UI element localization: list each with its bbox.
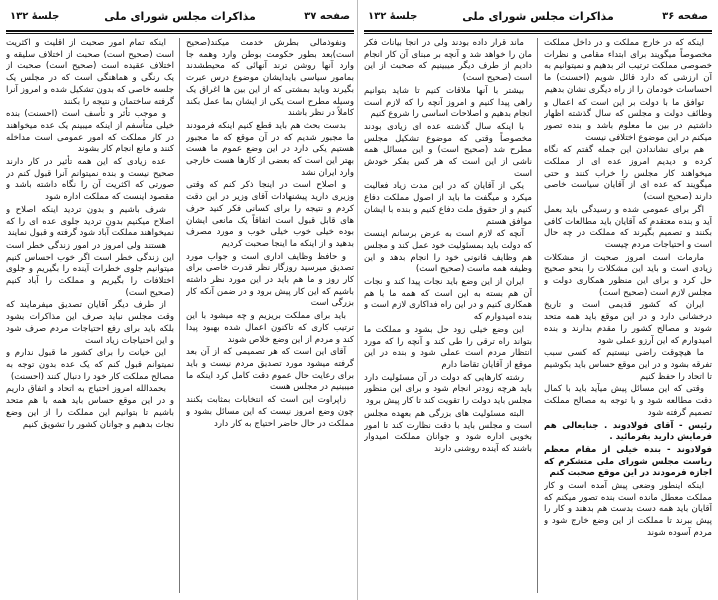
paragraph: هستند ولی امروز در امور زندگی خطر است این زندگی خطر است اگر خوب احساس کنیم میتوانیم جلوی خطرات آینده را بگیریم و جلوی اختلافات را بگیریم و مملکت را آباد کنیم (صحیح است) <box>6 240 174 298</box>
speaker-line: رئیس - آقای فولادوند . جنابعالی هم فرمایش دارید بفرمائید . <box>544 420 712 443</box>
paragraph: مارمات است امروز صحبت از مشکلات زیادی است و باید این مشکلات را بنحو صحیح حل کرد و برای این منظور همکاری دولت و مجلس لازم است (صحیح است) <box>544 252 712 298</box>
paragraph: و حافظ وظایف اداری است و جواب مورد تصدیق میرسید روزگار نظر قدرت خاصی برای کار روز و ما هم باید در این مورد نظر داشته باشیم که این کار پیش برود و در ضمن آنکه کار بزرگی است <box>186 251 354 309</box>
session-number: جلسهٔ ۱۳۲ <box>10 11 60 22</box>
paragraph: یکی از آقایان که در این مدت زیاد فعالیت میکرد و میگفت ما باید از اصول مملکت دفاع کنیم و از حقوق ملت دفاع کنیم و بنده با ایشان موافق هستم <box>364 181 532 227</box>
paragraph: رشته کارهایی که دولت در آن مسئولیت دارد باید هرچه زودتر انجام شود و برای این منظور مجلس باید دولت را تقویت کند تا کار پیش برود <box>364 372 532 407</box>
paragraph: بیشتر با آنها ملاقات کنیم تا شاید بتوانیم راهی پیدا کنیم و امروز آنچه را که لازم است انجام بدهیم و اصلاحات اساسی را شروع کنیم <box>364 85 532 120</box>
header-rule-thin <box>6 33 354 34</box>
paragraph: این خیانت را برای کشور ما قبول ندارم و نمیتوانم قبول کنم که یک عده بدون توجه به مصالح مملکت کار خود را دنبال کنند (احسنت) <box>6 348 174 382</box>
page-number: صفحه ۳۶ <box>662 11 708 22</box>
paragraph: ایران از این وضع باید نجات پیدا کند و نجات آن هم بسته به این است که همه ما با هم همکاری کنیم و در این راه فداکاری لازم است و بنده امیدوارم که <box>364 277 532 323</box>
session-number: جلسهٔ ۱۳۲ <box>368 11 418 22</box>
page-title: مذاکرات مجلس شورای ملی <box>462 10 614 23</box>
paragraph: ماند قرار داده بودند ولی در آنجا بیانات فکر مان را خواهد شد و آنچه بر مبنای آن کار انجام دادیم از طرف دیگر میبینیم که صحبت از این است (صحیح است) <box>364 38 532 84</box>
paragraph: و اصلاح است در اینجا ذکر کنم که وقتی وزیری دارید پیشنهادات آقای وزیر در این دقت کردم و نتیجه را برای کسانی فکر کنید حرف های قابل قبول است اتفاقاً یک مانعی ایشان بوده خیلی خوب خیلی خوب و مورد مصرف بدهید و از اینکه ما اینجا صحبت کردیم <box>186 180 354 249</box>
left-page <box>6 6 354 594</box>
left-column <box>364 38 532 593</box>
paragraph: با اینکه سال گذشته عده ای زیادی بودند مخصوصاً وقتی که موضوع تشکیل مجلس مطرح شد (صحیح است) و این مسائل همه ناشی از این است که هر کس بفکر خودش است <box>364 121 532 179</box>
right-column <box>544 38 712 593</box>
right-column <box>186 38 354 593</box>
paragraph: زاپراوت این است که انتخابات بمثابت بکنند چون وضع امروز نیست که این مسائل بشود و مملکت در حال حاضر احتیاج به کار دارد <box>186 395 354 429</box>
page-number: صفحه ۳۷ <box>304 11 350 22</box>
paragraph: توافق ما با دولت بر این است که اعمال و وظائف دولت و مجلس که سال گذشته اظهار داشتیم در بین ما معلوم باشد و بنده تصور میکنم در این موضوع اختلافی نیست <box>544 97 712 143</box>
paragraph: باید برای مملکت بریزیم و چه میشود با این ترتیب کاری که تاکنون اعمال شده بهبود پیدا کند و مردم از این وضع خلاص شوند <box>186 311 354 345</box>
paragraph: وقتی که این مسائل پیش میآید باید با کمال دقت مطالعه شود و با توجه به مصالح مملکت تصمیم گرفته شود <box>544 384 712 418</box>
paragraph: اینکه که در خارج مملکت و در داخل مملکت مخصوصاً میگویند برای ابتداء مقامی و نظرات خصوصی مملکت ترتیب اثر بدهیم و نمیتوانیم به آن ارزشی که دارد قائل شویم (احسنت) ما احساسات خودمان را از راه دیگری نشان بدهیم <box>544 38 712 95</box>
book-gutter <box>357 0 358 600</box>
paragraph: شرف باشیم و بدون تردید اینکه اصلاح و اصلاح میکنیم بدون تردید جلوی عده ای را که نمیخواهند مملکت آباد شود گرفته و قبول نمایند <box>6 204 174 239</box>
speaker-line: فولادوند - بنده خیلی از مقام معظم ریاست مجلس شورای ملی متشکرم که اجازه فرمودند در این موقع صحبت کنم <box>544 444 712 479</box>
header-rule-thin <box>364 33 712 34</box>
right-page <box>364 6 712 594</box>
paragraph: اینکه اینطور وضعی پیش آمده است و کار مملکت معطل مانده است بنده تصور میکنم که آقایان باید همه دست بدست هم بدهند و کار را پیش ببرند تا مملکت از این وضع خارج شود و مردم آسوده شوند <box>544 481 712 538</box>
columns <box>364 38 712 593</box>
left-column <box>6 38 174 593</box>
header-rule <box>6 30 354 32</box>
paragraph: ونفوذمالی بطرش خدمت میکند(صحیح است)بعد بطور حکومت بوطن وارد وهمه جا وارد آنها روشن ترند آنهائی که محیطشدند بمامور سیاسی بایدایشان موضوع درس عبرت بگیرند وباید بمشتی که از این بین ها اغراق یک وسیله مطرح است یکی از ایشان بما عمل بکند کاملاً در نظر باشند <box>186 38 354 119</box>
paragraph: ایران که کشور قدیمی است و تاریخ درخشانی دارد و در این موقع باید همه متحد شوند و مصالح کشور را مقدم بدارند و بنده امیدوارم که این آرزو عملی شود <box>544 300 712 346</box>
page-title: مذاکرات مجلس شورای ملی <box>104 10 256 23</box>
paragraph: ما هیچوقت راضی نیستیم که کسی سبب تفرقه بشود و در این موقع حساس باید بکوشیم تا اتحاد را حفظ کنیم <box>544 348 712 382</box>
paragraph: آقای این است که هر تصمیمی که از آن بعد گرفته میشود مورد تصدیق مردم نیست و باید برای رعایت حال عموم دقت کامل کرد اینکه ما میبینیم در مجلس هست <box>186 347 354 393</box>
paragraph: البته مسئولیت های بزرگی هم بعهده مجلس است و مجلس باید با دقت نظارت کند تا امور بخوبی اداره شود و جوانان مملکت امیدوار باشند که آینده روشنی دارند <box>364 408 532 454</box>
paragraph: و موجب تأثر و تأسف است (احسنت) بنده خیلی متأسفم از اینکه میبینم یک عده میخواهند در کار مملکت که امور عمومی است مداخله کنند و مانع انجام کار بشوند <box>6 109 174 155</box>
paragraph: آنچه که لازم است به عرض برسانم اینست که دولت باید بمسئولیت خود عمل کند و مجلس هم وظایف قانونی خود را انجام بدهد و این وظیفه همه ماست (صحیح است) <box>364 229 532 275</box>
paragraph: عده زیادی که این همه تأثیر در کار دارند صحیح نیست و بنده نمیتوانم آنرا قبول کنم در صورتی که اکثریت آن را نگاه داشته باشد و مقصود اینست که مملکت اداره شود <box>6 157 174 203</box>
column-divider <box>179 38 180 593</box>
columns <box>6 38 354 593</box>
page-header <box>6 6 354 30</box>
paragraph: از طرف دیگر آقایان تصدیق میفرمایند که وقت مجلس نباید صرف این مذاکرات بشود بلکه باید برای رفع احتیاجات مردم صرف شود و این احتیاجات زیاد است <box>6 300 174 346</box>
column-divider <box>537 38 538 593</box>
page-header <box>364 6 712 30</box>
paragraph: اینکه تمام امور صحبت از اقلیت و اکثریت است (صحیح است) صحبت از اختلاف سلیقه و اختلاف عقیده است (صحیح است) صحبت از یک رنگی و هماهنگی است که در مجلس یک جلسه خاصی که بدون تشکیل شده و امروز آنرا گرفته ساختمان و نتیجه را بکنند <box>6 38 174 107</box>
paragraph: هم برای نشاندادن این جمله گفتم که نگاه کرده و دیدیم امروز عده ای از مملکت میخواهند کار مجلس را خراب کنند و حتی میگویند که عده ای از آقایان سیاست خاصی دارند (صحیح است) <box>544 145 712 203</box>
header-rule <box>364 30 712 32</box>
paragraph: اگر برای عمومی شده و رسیدگی باید بعمل آید و بنده معتقدم که آقایان باید مطالعات کافی بکنند و تصمیم بگیرند که مملکت در چه حال است و احتیاجات مردم چیست <box>544 204 712 250</box>
paragraph: بحمدالله امروز احتیاج به اتحاد و اتفاق داریم و در این موقع حساس باید همه با هم متحد باشیم تا بتوانیم این مملکت را از این وضع نجات بدهیم و جوانان کشور را تشویق کنیم <box>6 384 174 430</box>
paragraph: بدست بحث هم باید قطع کنیم اینکه فرمودند ما مجبور شدیم که در آن موقع که ما مجبور هستیم یکی دارد در این وضع عموم ما هست بهتر این است که بعضی از کارها هست خارجی وارد ایران نشد <box>186 120 354 178</box>
paragraph: این وضع خیلی زود حل بشود و مملکت ما بتواند راه ترقی را طی کند و آنچه را که مورد انتظار مردم است عملی شود و بنده در این موقع از آقایان تقاضا دارم <box>364 324 532 370</box>
